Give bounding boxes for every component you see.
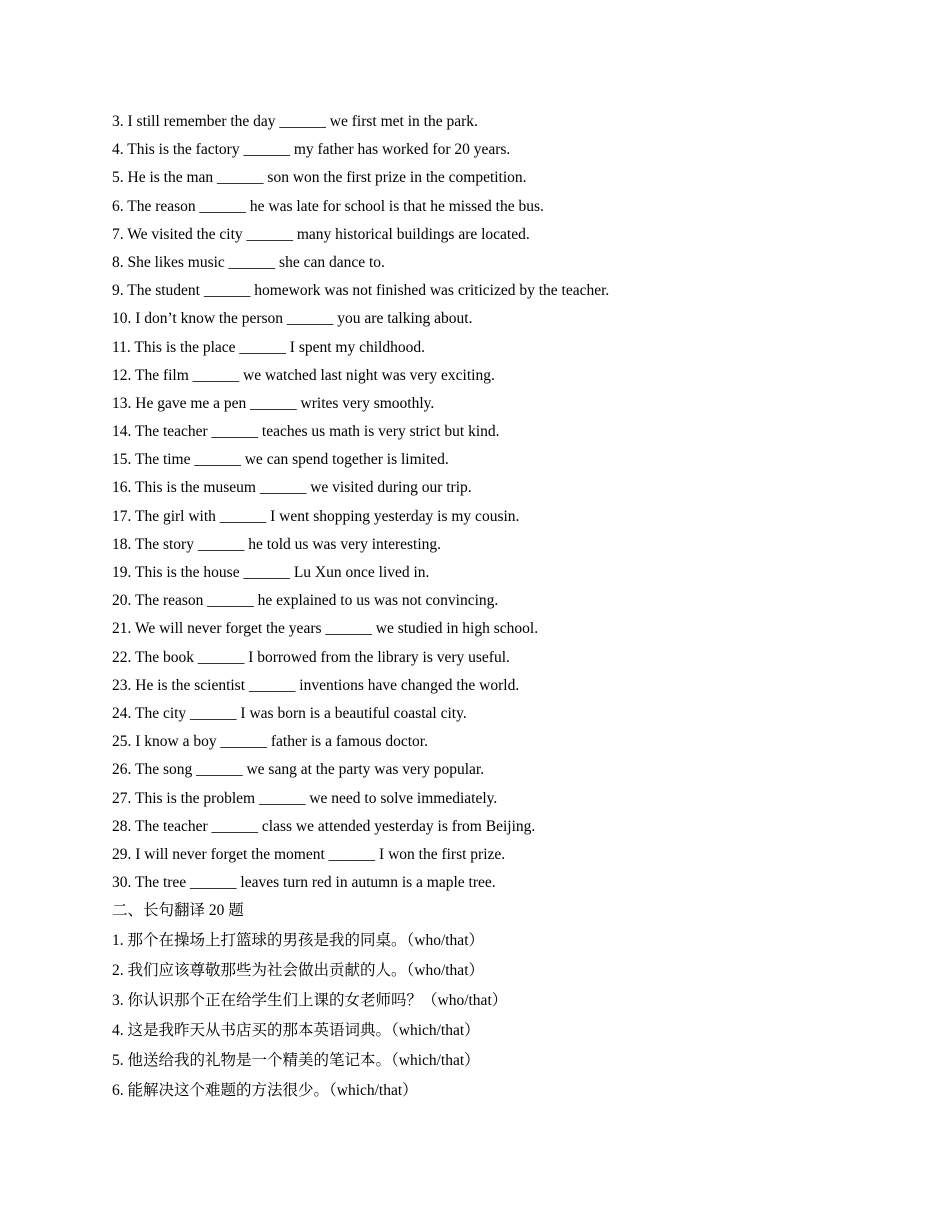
fill-in-item-28: 28. The teacher ______ class we attended yesterday is from Beijing.	[112, 817, 536, 835]
fill-in-item-30: 30. The tree ______ leaves turn red in autumn is a maple tree.	[112, 874, 496, 892]
fill-in-item-16: 16. This is the museum ______ we visited during our trip.	[112, 479, 472, 497]
fill-in-item-4: 4. This is the factory ______ my father has worked for 20 years.	[112, 141, 511, 159]
fill-in-item-11: 11. This is the place ______ I spent my childhood.	[112, 338, 425, 356]
fill-in-item-9: 9. The student ______ homework was not finished was criticized by the teacher.	[112, 282, 610, 300]
translation-item-1: 1. 那个在操场上打篮球的男孩是我的同桌。（who/that）	[112, 932, 484, 950]
translation-item-6: 6. 能解决这个难题的方法很少。（which/that）	[112, 1082, 418, 1100]
translation-list	[112, 926, 852, 1106]
fill-in-item-27: 27. This is the problem ______ we need to solve immediately.	[112, 789, 498, 807]
section-two-heading: 二、长句翻译 20 题	[112, 902, 244, 920]
fill-in-item-7: 7. We visited the city ______ many historical buildings are located.	[112, 225, 530, 243]
translation-item-5: 5. 他送给我的礼物是一个精美的笔记本。（which/that）	[112, 1052, 480, 1070]
fill-in-item-19: 19. This is the house ______ Lu Xun once lived in.	[112, 564, 430, 581]
translation-item-3: 3. 你认识那个正在给学生们上课的女老师吗？（who/that）	[112, 992, 508, 1010]
fill-in-item-5: 5. He is the man ______ son won the first prize in the competition.	[112, 169, 527, 187]
fill-in-item-23: 23. He is the scientist ______ inventions have changed the world.	[112, 676, 520, 694]
fill-in-item-29: 29. I will never forget the moment ______ I won the first prize.	[112, 845, 506, 863]
translation-item-2: 2. 我们应该尊敬那些为社会做出贡献的人。（who/that）	[112, 962, 484, 980]
fill-in-item-26: 26. The song ______ we sang at the party was very popular.	[112, 761, 485, 779]
fill-in-item-10: 10. I don’t know the person ______ you are talking about.	[112, 310, 473, 328]
fill-in-item-13: 13. He gave me a pen ______ writes very smoothly.	[112, 394, 435, 412]
translation-item-4: 4. 这是我昨天从书店买的那本英语词典。（which/that）	[112, 1022, 480, 1040]
fill-in-item-21: 21. We will never forget the years ______ we studied in high school.	[112, 620, 539, 638]
fill-in-item-8: 8. She likes music ______ she can dance to.	[112, 253, 385, 271]
fill-in-item-6: 6. The reason ______ he was late for school is that he missed the bus.	[112, 197, 544, 215]
fill-in-item-22: 22. The book ______ I borrowed from the library is very useful.	[112, 648, 510, 666]
fill-in-item-24: 24. The city ______ I was born is a beautiful coastal city.	[112, 704, 467, 722]
fill-in-item-18: 18. The story ______ he told us was very interesting.	[112, 535, 442, 553]
worksheet-content	[112, 108, 852, 1106]
fill-in-item-25: 25. I know a boy ______ father is a famous doctor.	[112, 733, 428, 751]
fill-in-item-12: 12. The film ______ we watched last night was very exciting.	[112, 366, 495, 384]
fill-in-list	[112, 108, 852, 897]
fill-in-item-14: 14. The teacher ______ teaches us math is very strict but kind.	[112, 423, 500, 441]
fill-in-item-17: 17. The girl with ______ I went shopping yesterday is my cousin.	[112, 507, 520, 525]
fill-in-item-3: 3. I still remember the day ______ we first met in the park.	[112, 113, 478, 130]
fill-in-item-15: 15. The time ______ we can spend together is limited.	[112, 451, 449, 469]
fill-in-item-20: 20. The reason ______ he explained to us was not convincing.	[112, 592, 499, 610]
